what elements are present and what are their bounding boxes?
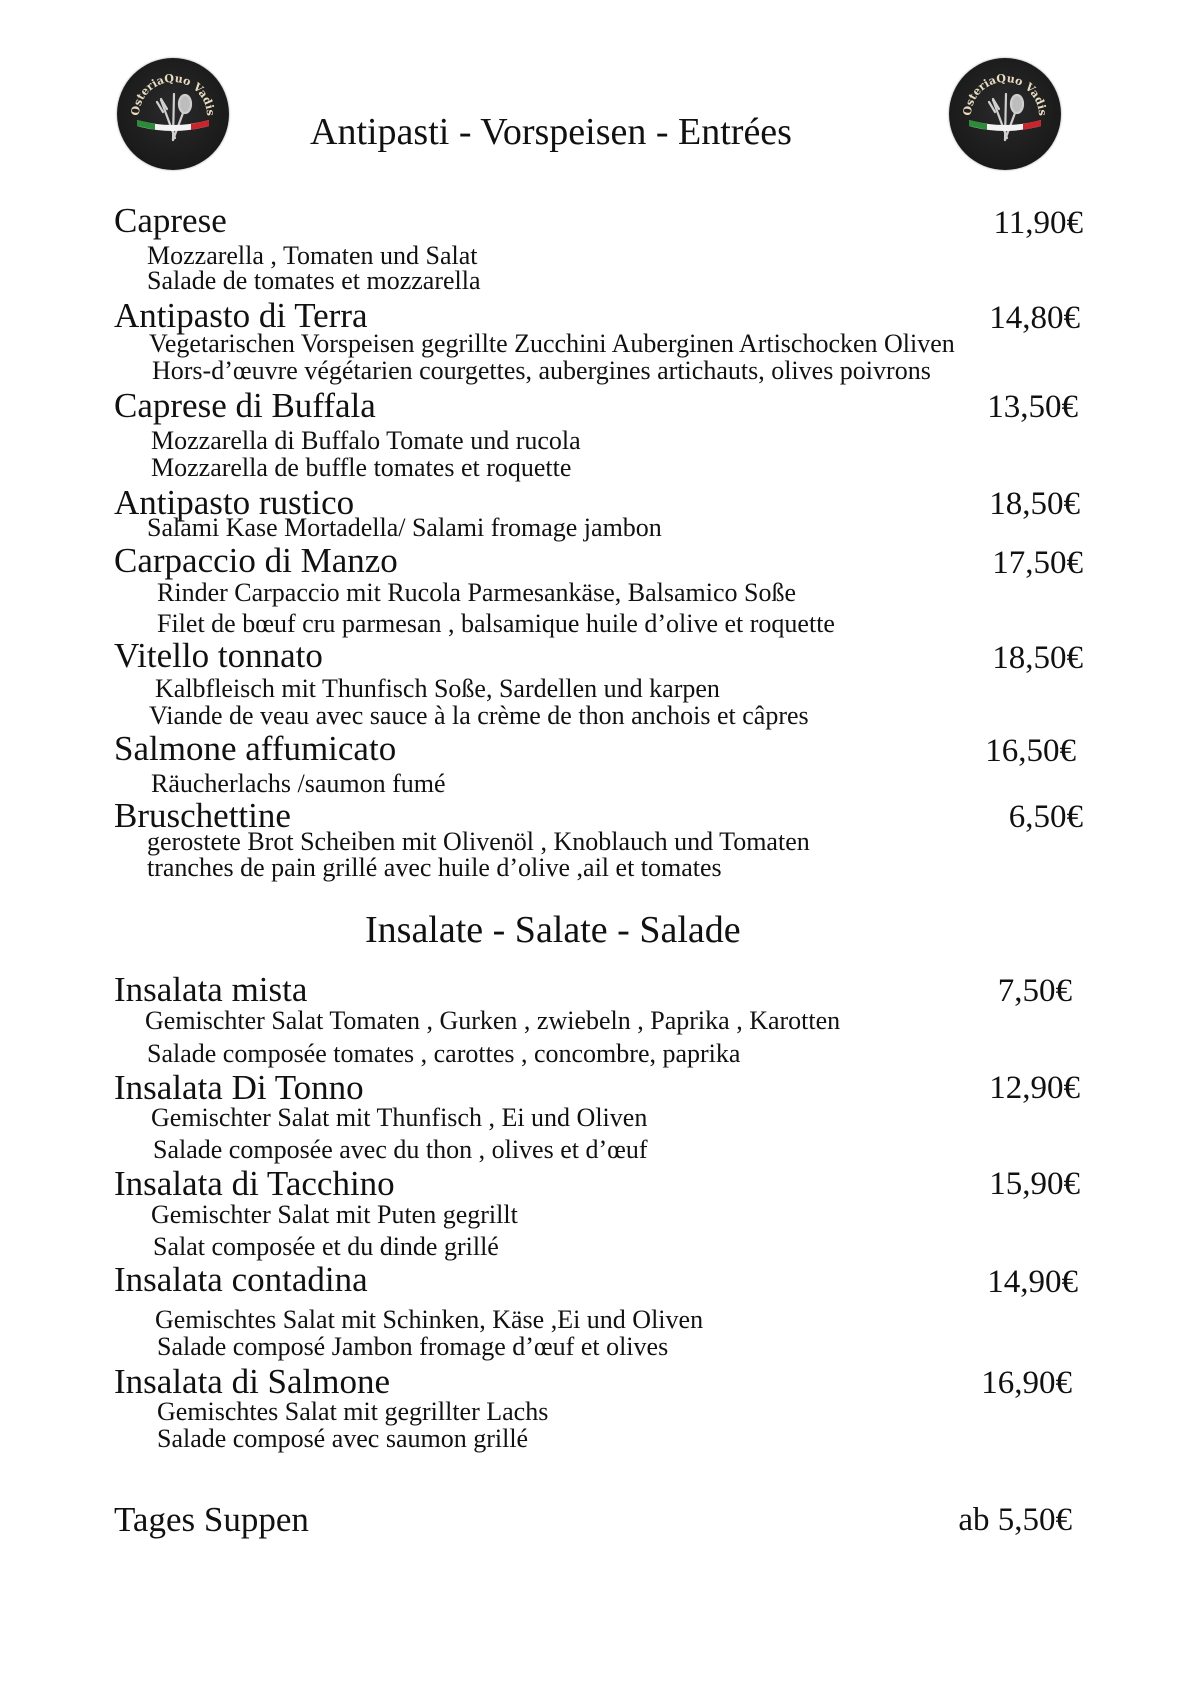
item-price: 13,50€ [987, 389, 1078, 425]
svg-text:OsteriaQuo Vadis: OsteriaQuo Vadis [128, 71, 218, 117]
item-desc-de: Gemischter Salat mit Puten gegrillt [151, 1200, 518, 1229]
item-price: 14,90€ [987, 1264, 1078, 1300]
soup-of-the-day-price: ab 5,50€ [958, 1502, 1072, 1538]
restaurant-logo-right [949, 58, 1061, 170]
restaurant-logo-left [117, 58, 229, 170]
item-name: Salmone affumicato [114, 729, 397, 768]
item-price: 18,50€ [992, 640, 1083, 676]
item-desc-de: Gemischtes Salat mit Schinken, Käse ,Ei und Oliven [155, 1305, 704, 1334]
cutlery-italian-flag-logo-icon [949, 58, 1061, 170]
item-name: Carpaccio di Manzo [114, 541, 398, 580]
item-name: Insalata mista [114, 970, 308, 1009]
svg-text:OsteriaQuo Vadis: OsteriaQuo Vadis [960, 71, 1050, 117]
section-title-insalate: Insalate - Salate - Salade [365, 909, 741, 951]
item-name: Antipasto di Terra [114, 296, 368, 335]
item-desc-fr: Mozzarella de buffle tomates et roquette [151, 453, 572, 482]
item-desc-fr: Salat composée et du dinde grillé [153, 1232, 499, 1261]
item-desc-fr: Viande de veau avec sauce à la crème de thon anchois et câpres [149, 701, 809, 730]
item-desc-de: Vegetarischen Vorspeisen gegrillte Zucchini Auberginen Artischocken Oliven [149, 329, 955, 358]
section-title-antipasti: Antipasti - Vorspeisen - Entrées [310, 111, 792, 153]
item-desc-de: Gemischter Salat mit Thunfisch , Ei und Oliven [151, 1103, 648, 1132]
item-price: 17,50€ [992, 545, 1083, 581]
item-desc-de: Gemischter Salat Tomaten , Gurken , zwiebeln , Paprika , Karotten [145, 1006, 841, 1035]
item-name: Caprese [114, 201, 227, 240]
item-desc: Salami Kase Mortadella/ Salami fromage jambon [147, 513, 662, 542]
item-name: Insalata Di Tonno [114, 1068, 364, 1107]
item-desc-de: Kalbfleisch mit Thunfisch Soße, Sardellen und karpen [155, 674, 720, 703]
item-name: Antipasto rustico [114, 483, 355, 522]
item-name: Insalata di Salmone [114, 1362, 391, 1401]
item-price: 12,90€ [989, 1070, 1080, 1106]
item-desc-fr: Salade composé avec saumon grillé [157, 1424, 529, 1453]
item-name: Caprese di Buffala [114, 386, 376, 425]
item-price: 16,90€ [981, 1365, 1072, 1401]
soup-of-the-day-name: Tages Suppen [114, 1500, 309, 1539]
item-desc-de: Mozzarella , Tomaten und Salat [147, 241, 478, 270]
item-desc: Räucherlachs /saumon fumé [151, 769, 446, 798]
item-price: 16,50€ [985, 733, 1076, 769]
item-desc-fr: Salade composé Jambon fromage d’œuf et olives [157, 1332, 669, 1361]
item-price: 14,80€ [989, 300, 1080, 336]
item-desc-fr: Salade composée avec du thon , olives et d’œuf [153, 1135, 648, 1164]
item-price: 7,50€ [997, 973, 1072, 1009]
cutlery-italian-flag-logo-icon [117, 58, 229, 170]
item-desc-fr: Salade de tomates et mozzarella [147, 266, 481, 295]
item-desc-fr: Hors-d’œuvre végétarien courgettes, aubergines artichauts, olives poivrons [152, 356, 931, 385]
item-price: 11,90€ [993, 205, 1083, 241]
item-desc-fr: tranches de pain grillé avec huile d’olive ,ail et tomates [147, 853, 722, 882]
item-price: 15,90€ [989, 1166, 1080, 1202]
item-price: 18,50€ [989, 486, 1080, 522]
item-name: Insalata contadina [114, 1260, 368, 1299]
item-desc-de: gerostete Brot Scheiben mit Olivenöl , Knoblauch und Tomaten [147, 827, 810, 856]
item-desc-fr: Salade composée tomates , carottes , concombre, paprika [147, 1039, 741, 1068]
item-desc-de: Gemischtes Salat mit gegrillter Lachs [157, 1397, 549, 1426]
item-price: 6,50€ [1008, 799, 1083, 835]
item-desc-de: Rinder Carpaccio mit Rucola Parmesankäse, Balsamico Soße [157, 578, 796, 607]
item-name: Vitello tonnato [114, 636, 323, 675]
item-name: Insalata di Tacchino [114, 1164, 395, 1203]
item-name: Bruschettine [114, 796, 291, 835]
item-desc-fr: Filet de bœuf cru parmesan , balsamique huile d’olive et roquette [157, 609, 835, 638]
item-desc-de: Mozzarella di Buffalo Tomate und rucola [151, 426, 581, 455]
